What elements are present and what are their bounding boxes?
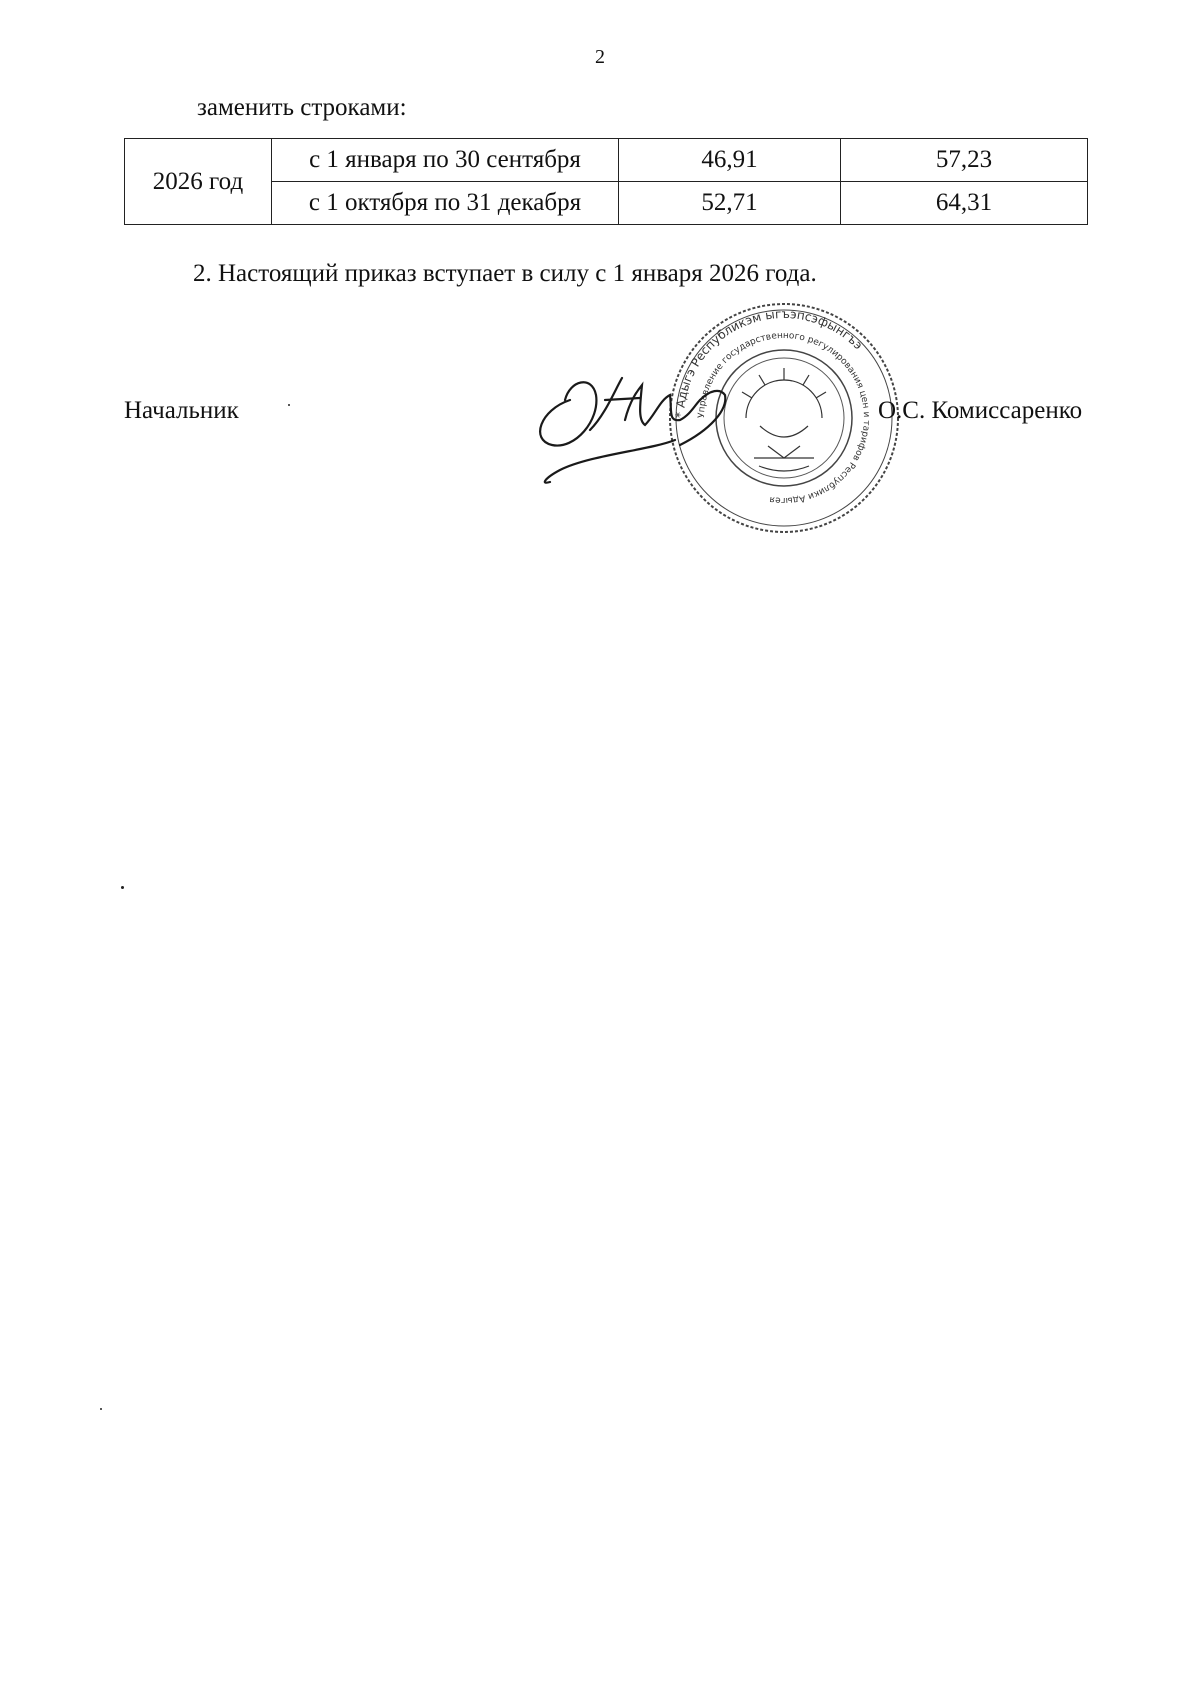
table-row [125, 139, 1088, 182]
value-cell: 46,91 [619, 139, 841, 182]
scan-speck [121, 886, 124, 889]
clause-text: 2. Настоящий приказ вступает в силу с 1 января 2026 года. [193, 260, 817, 287]
seal-outer-text: * Адыгэ Республикэм ыгъэпсэфынгъэ [672, 306, 866, 419]
seal-inner-text: Управление государственного регулирования цен и тарифов Республики Адыгея [696, 330, 872, 506]
year-cell: 2026 год [125, 139, 272, 225]
position-title: Начальник [124, 397, 239, 424]
value-cell: 64,31 [841, 182, 1088, 225]
signature [530, 360, 790, 490]
intro-text: заменить строками: [197, 94, 407, 121]
tariff-table [124, 138, 1088, 225]
period-cell: с 1 октября по 31 декабря [272, 182, 619, 225]
period-cell: с 1 января по 30 сентября [272, 139, 619, 182]
signer-name: О.С. Комиссаренко [878, 397, 1083, 424]
scan-speck [100, 1408, 102, 1410]
page-number: 2 [595, 46, 605, 68]
value-cell: 52,71 [619, 182, 841, 225]
value-cell: 57,23 [841, 139, 1088, 182]
scan-speck [288, 404, 290, 406]
